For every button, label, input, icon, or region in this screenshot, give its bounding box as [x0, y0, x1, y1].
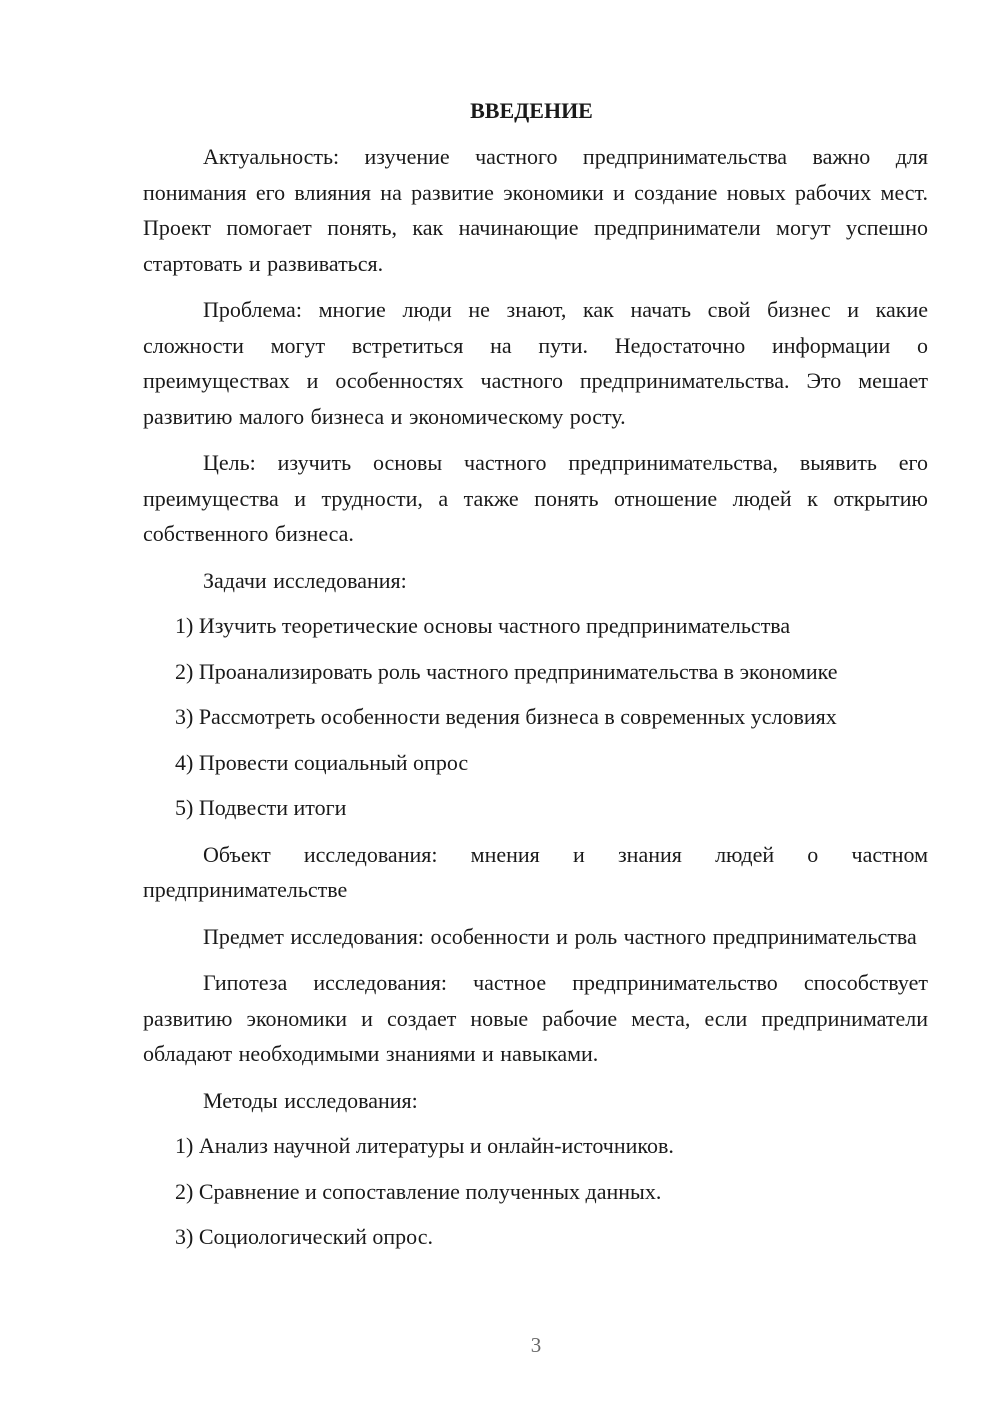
goal-paragraph: Цель: изучить основы частного предпринимательства, выявить его преимущества и трудности, а также понять отношение людей к открытию собственного бизнеса. [143, 450, 928, 546]
task-item: 4) Провести социальный опрос [175, 749, 469, 775]
task-item: 1) Изучить теоретические основы частного предпринимательства [175, 613, 791, 638]
task-item: 2) Проанализировать роль частного предпринимательства в экономике [175, 658, 838, 684]
task-item: 5) Подвести итоги [175, 795, 347, 820]
subject-paragraph: Предмет исследования: особенности и роль частного предпринимательства [203, 923, 917, 949]
task-item: 3) Рассмотреть особенности ведения бизнеса в современных условиях [175, 704, 837, 729]
object-paragraph: Объект исследования: мнения и знания людей о частном предпринимательстве [143, 841, 928, 902]
page-title: ВВЕДЕНИЕ [470, 98, 593, 123]
method-item: 2) Сравнение и сопоставление полученных данных. [175, 1178, 662, 1204]
method-item: 3) Социологический опрос. [175, 1224, 433, 1249]
page-content [143, 94, 928, 1255]
relevance-paragraph: Актуальность: изучение частного предпринимательства важно для понимания его влияния на развитие экономики и создание новых рабочих мест. Проект помогает понять, как начинающие предприниматели могут успешно стартовать и развиваться. [143, 144, 928, 276]
methods-heading: Методы исследования: [203, 1087, 418, 1113]
problem-paragraph: Проблема: многие люди не знают, как начать свой бизнес и какие сложности могут встретиться на пути. Недостаточно информации о преимуществах и особенностях частного предпринимательства. Это мешает развитию малого бизнеса и экономическому росту. [143, 297, 928, 429]
hypothesis-paragraph: Гипотеза исследования: частное предпринимательство способствует развитию экономики и создает новые рабочие места, если предприниматели обладают необходимыми знаниями и навыками. [143, 970, 928, 1066]
method-item: 1) Анализ научной литературы и онлайн-источников. [175, 1133, 674, 1158]
page-number: 3 [530, 1333, 542, 1357]
tasks-heading: Задачи исследования: [203, 567, 407, 593]
